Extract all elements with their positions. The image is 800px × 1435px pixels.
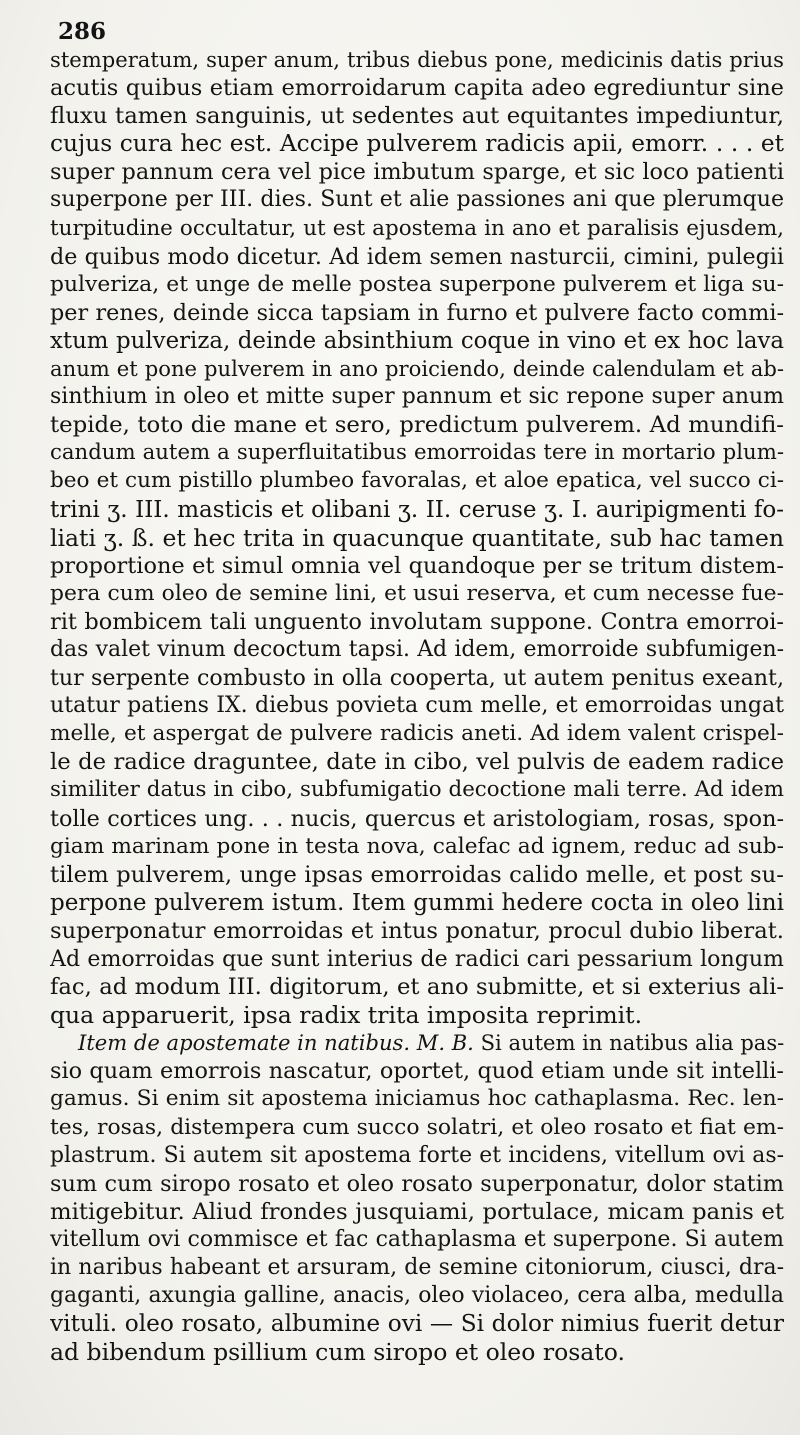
text-line: gaganti, axungia galline, anacis, oleo violaceo, cera alba, medulla (50, 1283, 784, 1309)
page-text (50, 18, 784, 1366)
text-line: melle, et aspergat de pulvere radicis aneti. Ad idem valent crispel- (50, 721, 784, 747)
text-line: superpone per III. dies. Sunt et alie passiones ani que plerumque (50, 187, 784, 213)
text-line: gamus. Si enim sit apostema iniciamus hoc cathaplasma. Rec. len- (50, 1086, 784, 1112)
text-line: fluxu tamen sanguinis, ut sedentes aut equitantes impediuntur, (50, 103, 784, 130)
text-line: similiter datus in cibo, subfumigatio decoctione mali terre. Ad idem (50, 777, 784, 803)
text-line: super pannum cera vel pice imbutum sparge, et sic loco patienti (50, 159, 784, 186)
text-line: sio quam emorrois nascatur, oportet, quod etiam unde sit intelli- (50, 1058, 784, 1085)
text-line: utatur patiens IX. diebus povieta cum melle, et emorroidas ungat (50, 693, 784, 719)
text-line: stemperatum, super anum, tribus diebus pone, medicinis datis prius (50, 47, 784, 72)
text-line: candum autem a superfluitatibus emorroidas tere in mortario plum- (50, 440, 784, 466)
paragraph-2-lines (50, 1057, 784, 1366)
text-line: tilem pulverem, unge ipsas emorroidas calido melle, et post su- (50, 861, 784, 888)
text-line: sinthium in oleo et mitte super pannum et sic repone super anum (50, 384, 784, 410)
page-number: 286 (58, 18, 107, 45)
paragraph-1 (50, 46, 784, 1029)
text-line: sum cum siropo rosato et oleo rosato superponatur, dolor statim (50, 1170, 784, 1197)
text-line: per renes, deinde sicca tapsiam in furno et pulvere facto commi- (50, 299, 784, 326)
text-line: liati ʒ. ß. et hec trita in quacunque quantitate, sub hac tamen (50, 523, 784, 552)
text-line: superponatur emorroidas et intus ponatur, procul dubio liberat. (50, 917, 784, 944)
text-line: de quibus modo dicetur. Ad idem semen nasturcii, cimini, pulegii (50, 243, 784, 270)
text-line: cujus cura hec est. Accipe pulverem radicis apii, emorr. . . . et (50, 130, 784, 158)
text-line: rit bombicem tali unguento involutam suppone. Contra emorroi- (50, 608, 784, 635)
text-line: perpone pulverem istum. Item gummi hedere cocta in oleo lini (50, 889, 784, 916)
text-line: acutis quibus etiam emorroidarum capita adeo egrediuntur sine (50, 75, 784, 102)
text-line: vituli. oleo rosato, albumine ovi — Si dolor nimius fuerit detur (50, 1310, 784, 1338)
section-heading-tag: M. B. (416, 1030, 474, 1056)
text-line: tolle cortices ung. . . nucis, quercus et aristologiam, rosas, spon- (50, 805, 784, 832)
text-line: pulveriza, et unge de melle postea superpone pulverem et liga su- (50, 271, 784, 297)
text-line: anum et pone pulverem in ano proiciendo, deinde calendulam et ab- (50, 356, 784, 382)
text-line: turpitudine occultatur, ut est apostema in ano et paralisis ejusdem, (50, 215, 784, 241)
text-line: giam marinam pone in testa nova, calefac ad ignem, reduc ad sub- (50, 833, 784, 859)
text-line: tepide, toto die mane et sero, predictum pulverem. Ad mundifi- (50, 412, 784, 439)
text-line: tes, rosas, distempera cum succo solatri, et oleo rosato et fiat em- (50, 1114, 784, 1140)
text-line: tur serpente combusto in olla cooperta, ut autem penitus exeant, (50, 665, 784, 692)
text-line: plastrum. Si autem sit apostema forte et incidens, vitellum ovi as- (50, 1142, 784, 1168)
text-line: pera cum oleo de semine lini, et usui reserva, et cum necesse fue- (50, 580, 784, 606)
paragraph-2 (50, 1029, 784, 1366)
text-line: xtum pulveriza, deinde absinthium coque in vino et ex hoc lava (50, 327, 784, 354)
text-line: trini ʒ. III. masticis et olibani ʒ. II. ceruse ʒ. I. auripigmenti fo- (50, 496, 784, 523)
text-line: beo et cum pistillo plumbeo favoralas, et aloe epatica, vel succo ci- (50, 468, 784, 494)
text-line: in naribus habeant et arsuram, de semine citoniorum, ciusci, dra- (50, 1255, 784, 1281)
text-line: das valet vinum decoctum tapsi. Ad idem, emorroide subfumigen- (50, 636, 784, 662)
paragraph-2-first-line (50, 1029, 784, 1057)
section-heading: Item de apostemate in natibus. (78, 1030, 411, 1056)
text-line: mitigebitur. Aliud frondes jusquiami, portulace, micam panis et (50, 1198, 784, 1225)
text-line: ad bibendum psillium cum siropo et oleo rosato. (50, 1338, 625, 1367)
first-line-rest: Si autem in natibus alia pas- (480, 1030, 784, 1056)
text-line: vitellum ovi commisce et fac cathaplasma et superpone. Si autem (50, 1226, 784, 1252)
text-line: proportione et simul omnia vel quandoque per se tritum distem- (50, 552, 784, 579)
text-line: le de radice draguntee, date in cibo, vel pulvis de eadem radice (50, 749, 784, 776)
text-line: qua apparuerit, ipsa radix trita imposita reprimit. (50, 1001, 643, 1030)
text-line: Ad emorroidas que sunt interius de radici cari pessarium longum (50, 946, 784, 972)
text-line: fac, ad modum III. digitorum, et ano submitte, et si exterius ali- (50, 974, 784, 1001)
